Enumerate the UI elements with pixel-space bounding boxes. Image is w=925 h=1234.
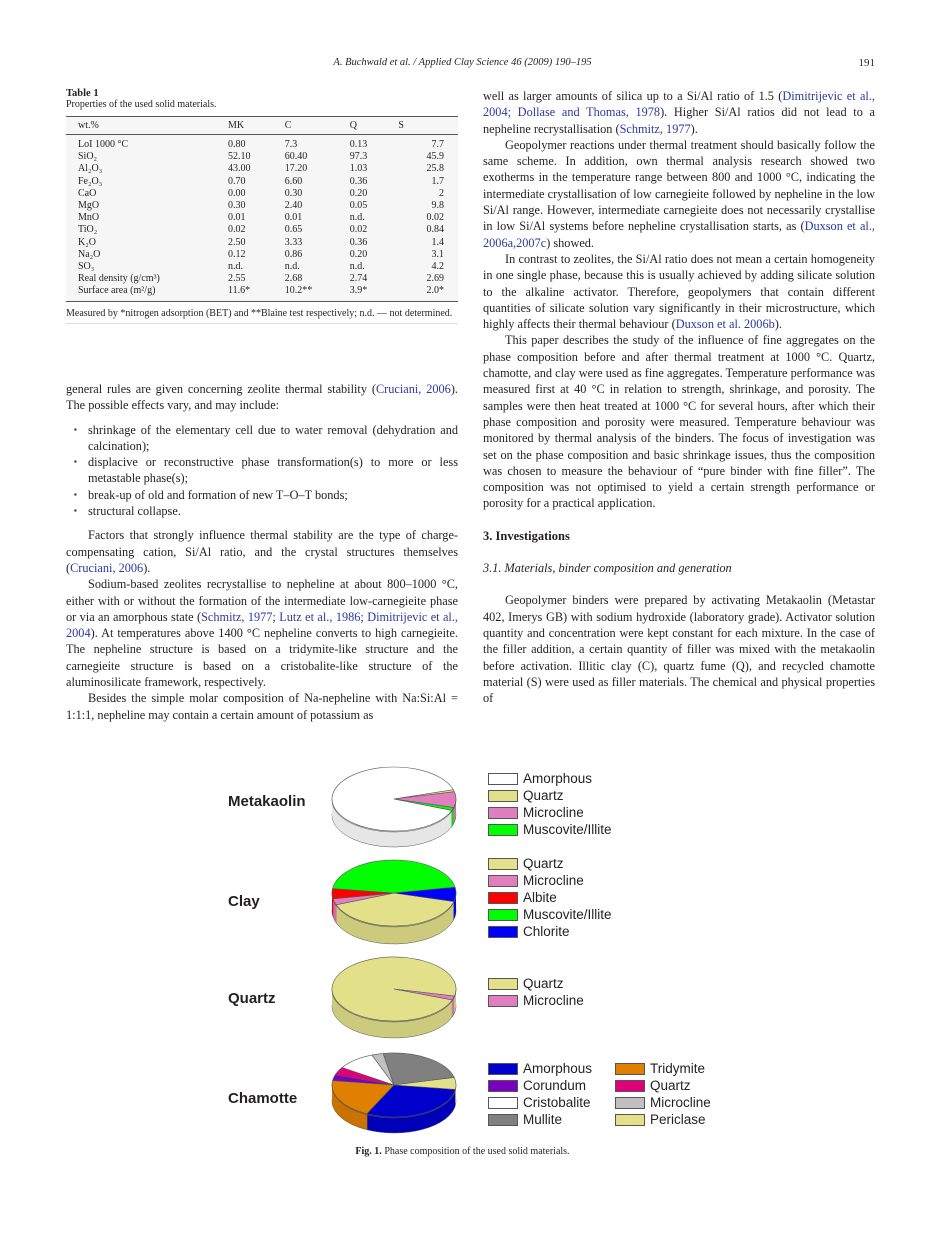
legend-swatch (488, 892, 518, 904)
legend-swatch (615, 1080, 645, 1092)
legend-item (488, 872, 584, 889)
table-cell: 0.80 (228, 139, 246, 150)
table-cell: 0.12 (228, 248, 246, 260)
citation-link[interactable]: Cruciani, 2006 (375, 382, 451, 396)
table-cell: 10.2** (273, 285, 338, 301)
legend-label: Microcline (523, 873, 584, 888)
table-cell: 9.8 (431, 200, 444, 212)
table-cell: MgO (78, 200, 100, 212)
legend-item (488, 855, 564, 872)
table-footnote: Measured by *nitrogen adsorption (BET) and **Blaine test respectively; n.d. — not determined. (66, 307, 458, 324)
table-cell: Fe₂O₃ (78, 175, 103, 187)
legend-label: Muscovite/Illite (523, 907, 612, 922)
legend-item (488, 1077, 586, 1094)
table-cell: 45.9 (426, 151, 444, 163)
legend-item (488, 906, 612, 923)
page-number: 191 (858, 57, 875, 69)
legend-label: Microcline (523, 805, 584, 820)
citation-link[interactable]: Duxson et al., 2006a,2007c (483, 219, 875, 250)
legend-label: Periclase (650, 1112, 706, 1127)
citation-link[interactable]: Dimitrijevic et al., 2004; Dollase and Thomas, 1978 (483, 89, 875, 120)
legend-label: Quartz (523, 976, 564, 991)
running-title: A. Buchwald et al. / Applied Clay Science 46 (2009) 190–195 (333, 57, 592, 68)
text-run: Besides the simple molar composition of Na-nepheline with Na:Si:Al = 1:1:1, nepheline may contain a certain amount of potassium as (66, 691, 458, 722)
table-cell: 3.9* (338, 285, 387, 301)
table-cell: 0.84 (426, 224, 444, 236)
table-cell: 0.65 (284, 224, 303, 236)
table-cell: Real density (g/cm³) (78, 273, 160, 285)
legend-swatch (488, 1080, 518, 1092)
legend-swatch (488, 790, 518, 802)
legend-label: Microcline (650, 1095, 711, 1110)
table-cell: 0.02 (426, 212, 444, 224)
legend-item (488, 821, 612, 838)
legend-swatch (615, 1097, 645, 1109)
text-run: ). At temperatures above 1400 °C nepheline converts to high carnegieite. The nepheline structure is based on a tridymite-like structure and the carnegieite structure is based on a cristobalite-like structure of the aluminosilicate framework, respectively. (66, 626, 458, 690)
table-cell: n.d. (349, 261, 365, 273)
legend-label: Quartz (523, 788, 564, 803)
figure-caption-text: Phase composition of the used solid materials. (381, 1146, 570, 1157)
pie-title: Quartz (228, 990, 276, 1007)
pie-slice-muscovite-illite (333, 860, 455, 893)
table-cell: n.d. (284, 261, 300, 273)
legend-item (615, 1077, 691, 1094)
text-run: ) showed. (546, 235, 595, 250)
text-run: ). (143, 560, 151, 575)
figure-caption (0, 1146, 925, 1157)
table-cell: 2.55 (228, 273, 246, 285)
legend-swatch (488, 909, 518, 921)
bullet-item: ▪ shrinkage of the elementary cell due to water removal (dehydration and calcination); (74, 422, 458, 455)
table-cell: 0.02 (349, 224, 368, 236)
legend-label: Amorphous (523, 771, 593, 786)
legend-swatch (615, 1063, 645, 1075)
pie-title: Clay (228, 893, 260, 910)
table-cell: 11.6* (216, 285, 273, 301)
legend-item (488, 1060, 592, 1077)
citation-link[interactable]: Schmitz, 1977 (619, 121, 691, 136)
column-header: Q (338, 117, 387, 135)
legend-swatch (488, 773, 518, 785)
table-cell: 25.8 (426, 163, 444, 175)
legend-label: Quartz (523, 856, 564, 871)
table-cell: 0.01 (284, 212, 303, 224)
column-header: C (273, 117, 338, 135)
legend-label: Tridymite (650, 1061, 706, 1076)
legend-label: Muscovite/Illite (523, 822, 612, 837)
text-run: ). (690, 121, 698, 136)
table-cell: 7.7 (431, 139, 444, 150)
table-caption: Properties of the used solid materials. (66, 99, 217, 110)
table-cell: Surface area (m²/g) (66, 285, 216, 301)
table-cell: 0.36 (349, 175, 368, 187)
table-cell: 0.01 (228, 212, 246, 224)
table-cell: Na₂O (78, 248, 101, 260)
table-cell: 1.4 (431, 236, 444, 248)
legend-item (615, 1094, 711, 1111)
table-cell: 43.00 (228, 163, 251, 175)
legend-swatch (488, 1063, 518, 1075)
legend-item (488, 1094, 591, 1111)
text-run: In contrast to zeolites, the Si/Al ratio does not mean a certain homogeneity in one single phase, because this is usually achieved by adding silicate solution to the alkaline activator. Therefore, geopolymers that contain different quantities of silicate solution vary significantly in their microstructure, which highly affects their thermal behaviour ( (483, 251, 875, 332)
legend-item (488, 770, 592, 787)
legend-swatch (488, 1097, 518, 1109)
table-cell: SiO₂ (78, 151, 98, 163)
table-cell: 2.50 (228, 236, 246, 248)
table-cell: TiO₂ (78, 224, 98, 236)
bullet-item: ▪ break-up of old and formation of new T–O–T bonds; (74, 487, 458, 503)
legend-swatch (488, 824, 518, 836)
table-cell: 3.1 (431, 248, 444, 260)
table-cell: 0.05 (349, 200, 368, 212)
text-run: Geopolymer binders were prepared by activating Metakaolin (Metastar 402, Imerys GB) with sodium hydroxide (laboratory grade). Activator solution quantity and concentration were kept constant for each mixture. In the case of the filler addition, a certain quantity of filler was mixed with the metakaolin before activation. Illitic clay (C), quartz fume (Q), and recycled chamotte material (S) were used as filler materials. The chemical and physical properties of (483, 593, 875, 706)
pie-title: Chamotte (228, 1090, 298, 1107)
table-cell: 0.30 (284, 187, 303, 199)
table-cell: 60.40 (284, 151, 308, 163)
table-cell: SO₃ (78, 261, 95, 273)
legend-swatch (488, 926, 518, 938)
table-cell: 0.70 (228, 175, 246, 187)
legend-item (615, 1060, 705, 1077)
table-cell: CaO (78, 187, 97, 199)
text-run: general rules are given concerning zeolite thermal stability ( (66, 382, 376, 396)
citation-link[interactable]: Schmitz, 1977; Lutz et al., 1986; Dimitrijevic et al., 2004 (66, 609, 458, 641)
legend-label: Cristobalite (523, 1095, 591, 1110)
legend-item (488, 889, 557, 906)
legend-item (488, 787, 564, 804)
table-cell: 97.3 (349, 151, 368, 163)
table-cell: 3.33 (284, 236, 303, 248)
table-cell: 0.13 (349, 139, 368, 150)
table-cell: n.d. (349, 212, 365, 224)
legend-label: Quartz (650, 1078, 691, 1093)
citation-link[interactable]: Cruciani, 2006 (70, 560, 144, 575)
table-cell: 0.86 (284, 248, 303, 260)
legend-swatch (488, 858, 518, 870)
figure-label: Fig. 1. (355, 1146, 382, 1157)
text-run: This paper describes the study of the influence of fine aggregates on the phase composition before and after thermal treatment at 1000 °C. Quartz, chamotte, and clay were used as fine aggregates. Temperature performance was measured first at 40 °C in relation to strength, shrinkage, and porosity. The samples were then heat treated at 1000 °C for several hours, after which their phase composition and porosity were measured. Temperature behaviour was monitored by thermal analysis of the binders. The focus of investigation was set on the phase composition and basic shrinkage issues, thus the composition was chosen to measure the behaviour of “pure binder with fine filler”. The composition was not optimised to yield a certain strength performance or porosity for a practical application. (483, 333, 875, 511)
bullet-item: ▪ structural collapse. (74, 503, 458, 519)
text-run: Sodium-based zeolites recrystallise to nepheline at about 800–1000 °C, either with or without the formation of the intermediate low-carnegieite phase or via an amorphous state ( (66, 577, 458, 624)
text-run: ). Higher Si/Al ratios did not lead to a nepheline recrystallisation ( (483, 105, 875, 136)
table-cell: K₂O (78, 236, 96, 248)
citation-link[interactable]: Duxson et al. 2006b (675, 317, 775, 332)
text-run: Factors that strongly influence thermal stability are the type of charge-compensating cation, Si/Al ratio, and the crystal structures themselves ( (66, 528, 458, 575)
table-cell: 1.7 (431, 175, 444, 187)
table-cell: 2.40 (284, 200, 303, 212)
table-cell: 0.36 (349, 236, 368, 248)
bullet-item: ▪ displacive or reconstructive phase transformation(s) to more or less metastable phase(s); (74, 454, 458, 487)
table-cell: 7.3 (284, 139, 298, 150)
legend-label: Corundum (523, 1078, 587, 1093)
legend-item (488, 975, 564, 992)
text-run: well as larger amounts of silica up to a Si/Al ratio of 1.5 ( (483, 89, 783, 103)
legend-label: Chlorite (523, 924, 570, 939)
table-cell: n.d. (228, 261, 243, 273)
legend-swatch (488, 995, 518, 1007)
text-run: ). The possible effects vary, and may include: (66, 382, 458, 413)
table-cell: 2.69 (426, 273, 444, 285)
legend-item (488, 992, 584, 1009)
table-cell: 17.20 (284, 163, 308, 175)
legend-swatch (488, 875, 518, 887)
legend-label: Albite (523, 890, 557, 905)
table-cell: 1.03 (349, 163, 368, 175)
table-cell: 0.00 (228, 187, 246, 199)
section-heading: 3. Investigations (483, 528, 570, 543)
table-cell: MnO (78, 212, 100, 224)
table-cell: 52.10 (228, 151, 251, 163)
table-cell: 0.20 (349, 187, 368, 199)
column-header: MK (216, 117, 273, 135)
table-cell: 2.74 (349, 273, 368, 285)
table-cell: 0.02 (228, 224, 246, 236)
legend-item (615, 1111, 706, 1128)
table-cell: 6.60 (284, 175, 303, 187)
legend-swatch (488, 807, 518, 819)
legend-label: Mullite (523, 1112, 563, 1127)
legend-label: Microcline (523, 993, 584, 1008)
column-header: S (386, 117, 458, 135)
table-cell: 0.20 (349, 248, 368, 260)
table-cell: LoI 1000 °C (78, 139, 129, 150)
text-run: Geopolymer reactions under thermal treatment should basically follow the same scheme. In addition, own thermal analysis research showed two exotherms in the temperature range between 800 and 1000 °C, indicating the intermediate crystallisation of low carnegieite followed by nepheline in the low Si/Al range. However, intermediate carnegieite does not necessarily crystallise in low Si/Al systems before nepheline crystallisation starts, as ( (483, 137, 875, 234)
legend-swatch (488, 978, 518, 990)
text-run: ). (774, 317, 782, 332)
table-cell: 2 (439, 187, 444, 199)
table-label: Table 1 (66, 88, 99, 99)
table-cell: 2.68 (284, 273, 303, 285)
legend-label: Amorphous (523, 1061, 593, 1076)
legend-swatch (488, 1114, 518, 1126)
subsection-heading: 3.1. Materials, binder composition and generation (483, 561, 732, 576)
legend-swatch (615, 1114, 645, 1126)
legend-item (488, 804, 584, 821)
table-cell: 4.2 (431, 261, 444, 273)
table-cell: 2.0* (386, 285, 458, 301)
legend-item (488, 923, 570, 940)
column-header: wt.% (66, 117, 216, 135)
pie-title: Metakaolin (228, 793, 306, 810)
table-cell: Al₂O₃ (78, 163, 103, 175)
table-cell: 0.30 (228, 200, 246, 212)
legend-item (488, 1111, 562, 1128)
